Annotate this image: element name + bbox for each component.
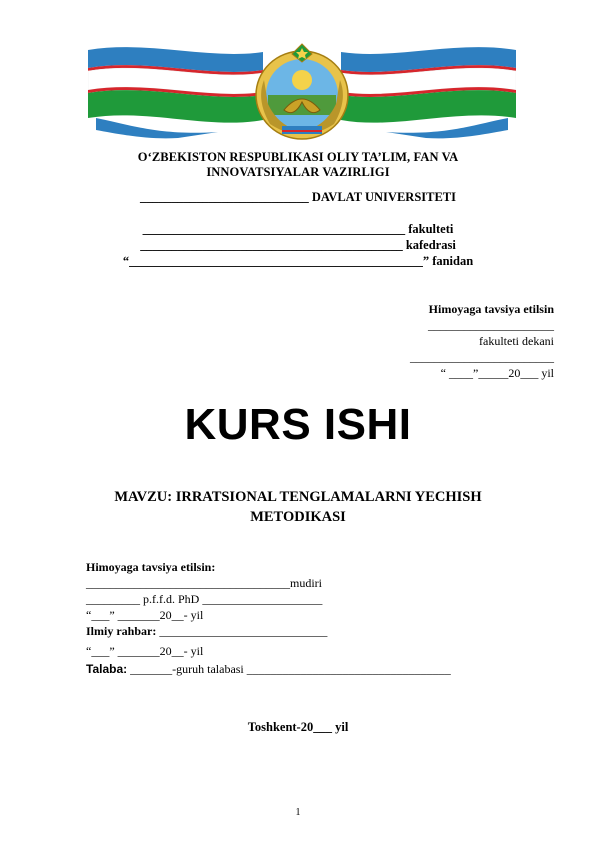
ministry-heading: [0, 150, 596, 180]
right-flag-banner: [341, 47, 516, 138]
left-flag-banner: [88, 47, 263, 138]
ministry-line-1: O‘ZBEKISTON RESPUBLIKASI OLIY TA’LIM, FAN VA: [137, 150, 459, 164]
defense-label: Himoyaga tavsiya etilsin:: [86, 560, 216, 574]
approval-date: “ ____”_____20___ yil: [440, 366, 554, 380]
faculty-line: __________________________________________ fakulteti: [142, 222, 454, 236]
date-line-1: “___” _______20__- yil: [86, 608, 204, 622]
supervisor-line: ____________________________: [156, 624, 328, 638]
approval-line-2: ________________________: [410, 350, 554, 364]
approval-title: Himoyaga tavsiya etilsin: [428, 302, 554, 316]
student-label: Talaba:: [86, 662, 128, 676]
page-number: 1: [295, 807, 301, 818]
subject-line: “_______________________________________________” fanidan: [122, 254, 474, 268]
document-title: KURS ISHI: [184, 400, 412, 449]
student-line: _______-guruh talabasi __________________________________: [127, 662, 451, 676]
head-signature-line: __________________________________mudiri: [86, 576, 322, 590]
emblem-seal: [256, 44, 348, 139]
topic-heading: [0, 487, 596, 527]
chair-line: __________________________________________ kafedrasi: [140, 238, 456, 252]
city-year: Toshkent-20___ yil: [247, 720, 349, 734]
topic-line-1: MAVZU: IRRATSIONAL TENGLAMALARNI YECHISH: [114, 489, 482, 505]
topic-line-2: METODIKASI: [250, 509, 346, 525]
student-row: [86, 662, 451, 677]
approval-line-1: _____________________: [428, 318, 554, 332]
date-line-2: “___” _______20__- yil: [86, 644, 204, 658]
phd-signature-line: _________ p.f.f.d. PhD ____________________: [86, 592, 323, 606]
state-emblem-banner: [88, 40, 516, 140]
supervisor-label: Ilmiy rahbar:: [86, 624, 157, 638]
university-line: ___________________________ DAVLAT UNIVERSITETI: [139, 190, 457, 204]
dean-label: fakulteti dekani: [479, 334, 554, 348]
supervisor-row: [86, 624, 327, 639]
ministry-line-2: INNOVATSIYALAR VAZIRLIGI: [206, 165, 390, 179]
